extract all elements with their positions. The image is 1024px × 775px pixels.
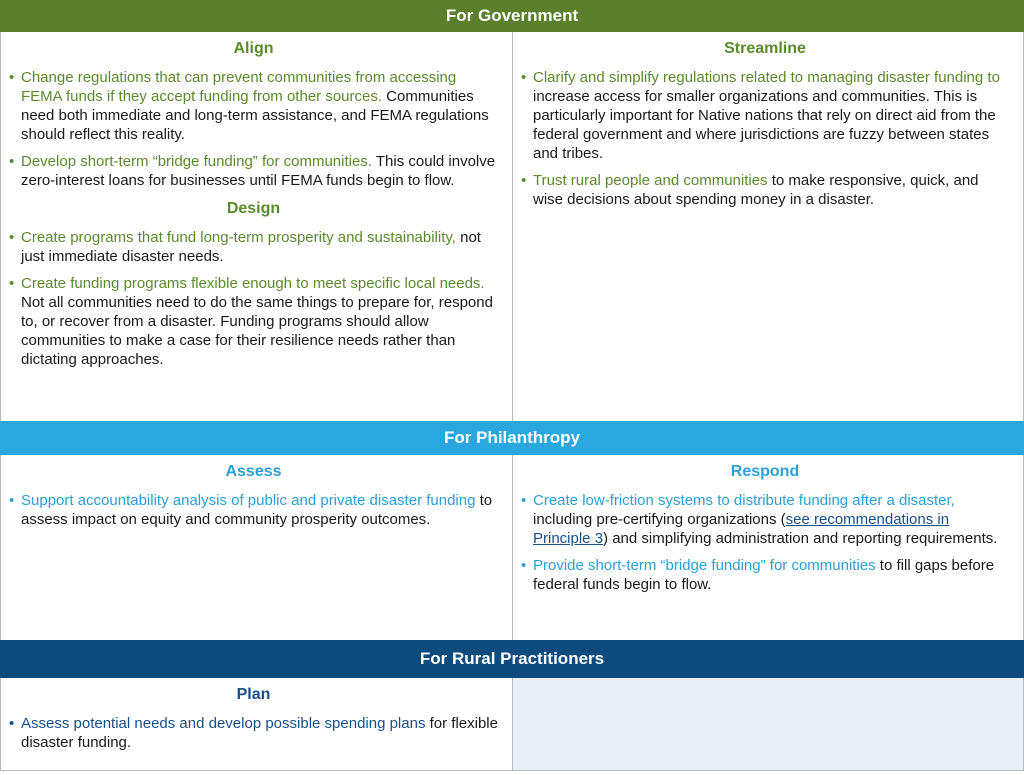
bullet-icon: • xyxy=(521,492,527,509)
respond-title: Respond xyxy=(730,463,800,480)
item-highlight: Create funding programs flexible enough to meet specific local needs. xyxy=(21,275,485,292)
item-highlight: Develop short-term “bridge funding” for communities. xyxy=(21,153,372,170)
item-highlight: Trust rural people and communities xyxy=(533,172,768,189)
item-text: increase access for smaller organizations and communities. This is particularly important for Native nations that rely on direct aid from the federal government and where jurisdictions are fuzzy between states and tribes. xyxy=(533,88,996,162)
principle-3-link[interactable]: see recommendations in Principle 3 xyxy=(533,511,950,547)
list-item xyxy=(521,68,1009,163)
item-text: Communities need both immediate and long-term assistance, and FEMA regulations should reflect this reality. xyxy=(21,88,489,143)
list-item xyxy=(521,491,1009,548)
bullet-icon: • xyxy=(9,69,15,86)
item-text: ) and simplifying administration and reporting requirements. xyxy=(603,530,998,547)
bullet-icon: • xyxy=(9,229,15,246)
list-item xyxy=(9,714,498,752)
item-text: for flexible disaster funding. xyxy=(21,715,498,751)
streamline-cell xyxy=(512,32,1023,421)
list-item xyxy=(9,228,498,266)
respond-list xyxy=(521,491,1009,594)
philanthropy-row xyxy=(0,455,1024,640)
item-text: to assess impact on equity and community prosperity outcomes. xyxy=(21,492,493,528)
item-text: This could involve zero-interest loans for businesses until FEMA funds begin to flow. xyxy=(21,153,496,189)
list-item xyxy=(9,274,498,369)
item-text: not just immediate disaster needs. xyxy=(21,229,481,265)
government-row xyxy=(0,32,1024,421)
item-highlight: Create programs that fund long-term prosperity and sustainability, xyxy=(21,229,456,246)
bullet-icon: • xyxy=(9,492,15,509)
bullet-icon: • xyxy=(521,69,527,86)
list-item xyxy=(521,171,1009,209)
item-highlight: Support accountability analysis of public and private disaster funding xyxy=(21,492,476,509)
philanthropy-header: For Philanthropy xyxy=(0,421,1024,455)
assess-title: Assess xyxy=(225,463,282,480)
bullet-icon: • xyxy=(521,172,527,189)
align-list xyxy=(9,68,498,190)
bullet-icon: • xyxy=(9,715,15,732)
item-text: to make responsive, quick, and wise decisions about spending money in a disaster. xyxy=(533,172,979,208)
rural-header: For Rural Practitioners xyxy=(0,640,1024,678)
empty-cell xyxy=(512,678,1023,770)
streamline-list xyxy=(521,68,1009,209)
item-highlight: Assess potential needs and develop possible spending plans xyxy=(21,715,426,732)
government-header: For Government xyxy=(0,0,1024,32)
list-item xyxy=(9,152,498,190)
item-text: including pre-certifying organizations ( xyxy=(533,511,786,528)
plan-title: Plan xyxy=(236,686,271,703)
assess-cell xyxy=(1,455,512,640)
design-list xyxy=(9,228,498,369)
list-item xyxy=(521,556,1009,594)
item-highlight: Provide short-term “bridge funding” for communities xyxy=(533,557,876,574)
list-item xyxy=(9,68,498,144)
item-text: to fill gaps before federal funds begin to flow. xyxy=(533,557,995,593)
item-highlight: Change regulations that can prevent communities from accessing FEMA funds if they accept funding from other sources. xyxy=(21,69,457,105)
rural-row xyxy=(0,678,1024,771)
respond-cell xyxy=(512,455,1023,640)
align-title: Align xyxy=(233,40,274,57)
item-highlight: Clarify and simplify regulations related to managing disaster funding to xyxy=(533,69,1000,86)
bullet-icon: • xyxy=(9,153,15,170)
bullet-icon: • xyxy=(521,557,527,574)
plan-list xyxy=(9,714,498,752)
bullet-icon: • xyxy=(9,275,15,292)
assess-list xyxy=(9,491,498,529)
design-title: Design xyxy=(226,200,281,217)
list-item xyxy=(9,491,498,529)
align-design-cell xyxy=(1,32,512,421)
item-highlight: Create low-friction systems to distribute funding after a disaster, xyxy=(533,492,955,509)
item-text: Not all communities need to do the same things to prepare for, respond to, or recover from a disaster. Funding programs should allow communities to make a case for their resilience needs rather than dictating approaches. xyxy=(21,294,493,368)
plan-cell xyxy=(1,678,512,770)
streamline-title: Streamline xyxy=(724,40,806,57)
